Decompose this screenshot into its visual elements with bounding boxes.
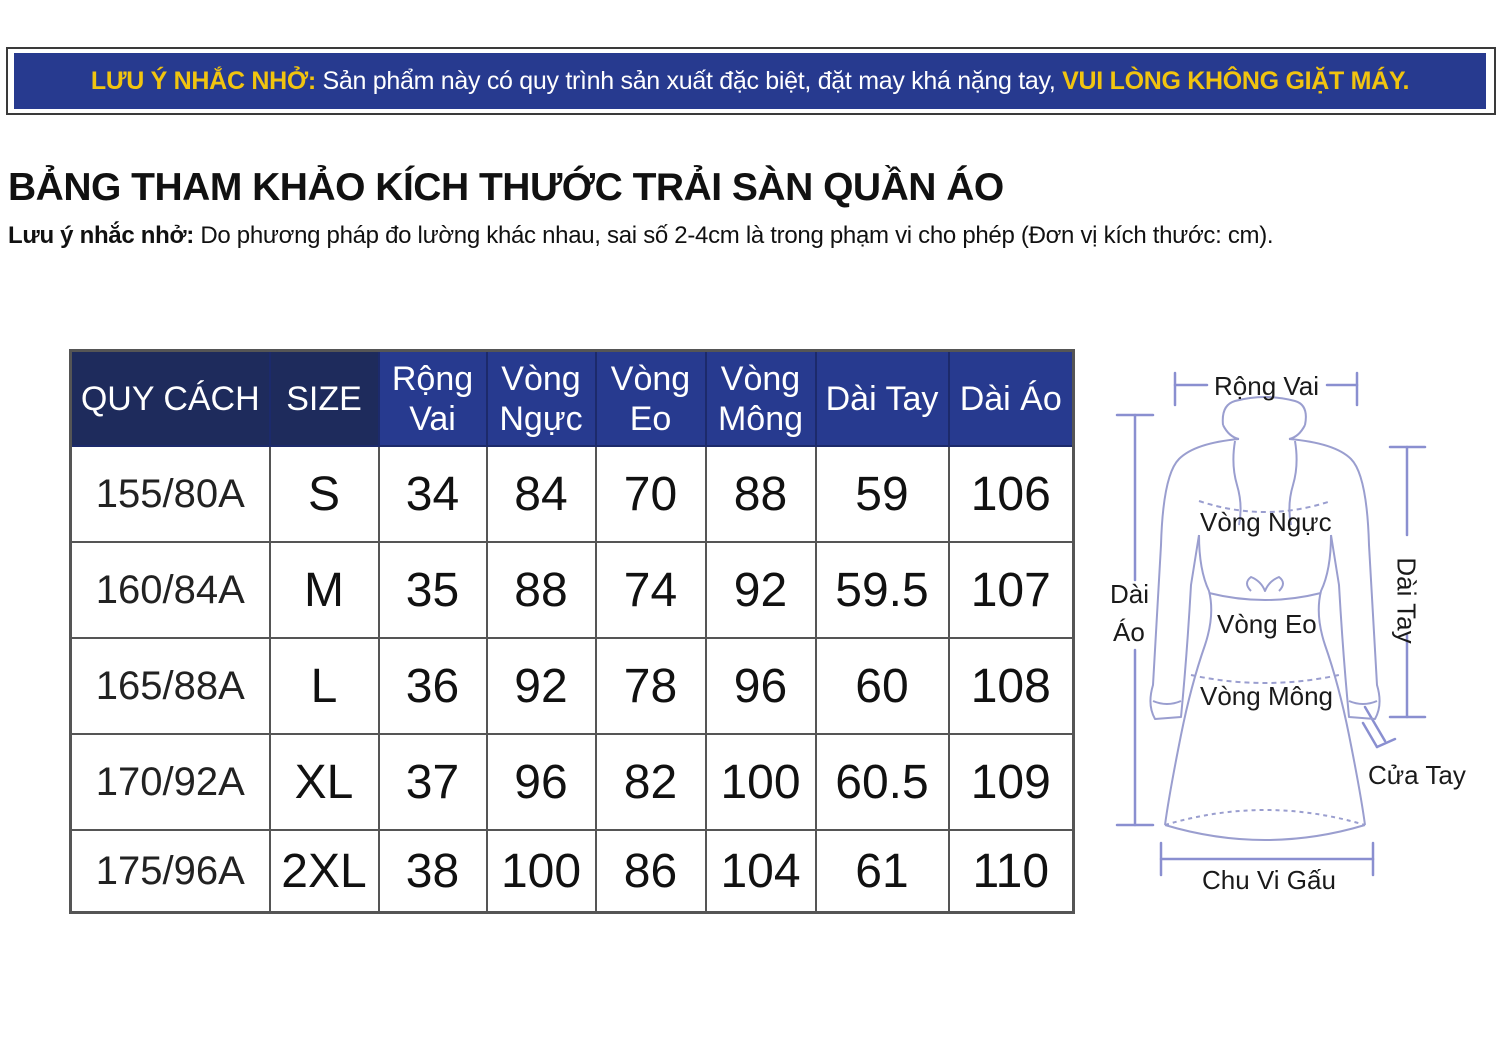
cell-spec: 155/80A [71,446,270,542]
cell-shoulder: 37 [379,734,487,830]
cell-sleeve-length: 60 [816,638,949,734]
cell-hip: 104 [706,830,816,913]
cell-sleeve-length: 61 [816,830,949,913]
cell-shoulder: 38 [379,830,487,913]
label-hip: Vòng Mông [1200,681,1333,711]
cell-shoulder: 35 [379,542,487,638]
header-hip: Vòng Mông [706,351,816,447]
cell-hip: 92 [706,542,816,638]
cell-sleeve-length: 59.5 [816,542,949,638]
measurement-note [8,222,1273,250]
cell-bust: 88 [487,542,596,638]
cell-waist: 74 [596,542,706,638]
cell-spec: 165/88A [71,638,270,734]
label-sleeve-length: Dài Tay [1391,557,1422,644]
header-spec: QUY CÁCH [71,351,270,447]
cell-size: XL [270,734,379,830]
cell-bust: 100 [487,830,596,913]
cell-size: S [270,446,379,542]
cell-spec: 170/92A [71,734,270,830]
cell-waist: 70 [596,446,706,542]
cell-size: M [270,542,379,638]
cell-waist: 78 [596,638,706,734]
label-shoulder-width: Rộng Vai [1214,371,1320,401]
header-size: SIZE [270,351,379,447]
table-header-row [71,351,1074,447]
header-dress-length: Dài Áo [949,351,1074,447]
label-cuff: Cửa Tay [1368,760,1466,790]
cell-bust: 84 [487,446,596,542]
notice-text: Sản phẩm này có quy trình sản xuất đặc biệt, đặt may khá nặng tay, [315,66,1063,95]
cell-dress-length: 110 [949,830,1074,913]
cell-shoulder: 34 [379,446,487,542]
garment-measurement-diagram [1095,355,1495,915]
page-title: BẢNG THAM KHẢO KÍCH THƯỚC TRẢI SÀN QUẦN ÁO [8,166,1004,209]
cell-size: 2XL [270,830,379,913]
table-row [71,542,1074,638]
cell-hip: 96 [706,638,816,734]
cell-dress-length: 109 [949,734,1074,830]
header-shoulder: Rộng Vai [379,351,487,447]
measurement-note-text: Do phương pháp đo lường khác nhau, sai số 2-4cm là trong phạm vi cho phép (Đơn vị kích thước: cm). [193,222,1274,249]
cell-hip: 100 [706,734,816,830]
cell-dress-length: 107 [949,542,1074,638]
label-waist: Vòng Eo [1217,609,1317,639]
cell-size: L [270,638,379,734]
cell-spec: 175/96A [71,830,270,913]
cell-spec: 160/84A [71,542,270,638]
label-bust: Vòng Ngực [1200,507,1332,537]
cell-dress-length: 108 [949,638,1074,734]
cell-bust: 92 [487,638,596,734]
cell-waist: 82 [596,734,706,830]
table-row [71,446,1074,542]
table-row [71,734,1074,830]
notice-banner [14,53,1486,109]
label-hem-circumference: Chu Vi Gấu [1202,865,1336,895]
header-sleeve-length: Dài Tay [816,351,949,447]
measurement-note-label: Lưu ý nhắc nhở: [8,222,194,249]
cell-bust: 96 [487,734,596,830]
cell-waist: 86 [596,830,706,913]
cell-shoulder: 36 [379,638,487,734]
cell-sleeve-length: 60.5 [816,734,949,830]
size-chart-table [69,349,1075,914]
cell-dress-length: 106 [949,446,1074,542]
notice-label: LƯU Ý NHẮC NHỞ: [90,66,316,95]
table-row [71,830,1074,913]
label-dress-length-line2: Áo [1113,617,1145,647]
cell-hip: 88 [706,446,816,542]
table-row [71,638,1074,734]
header-bust: Vòng Ngực [487,351,596,447]
notice-warning: VUI LÒNG KHÔNG GIẶT MÁY. [1062,66,1410,95]
header-waist: Vòng Eo [596,351,706,447]
cell-sleeve-length: 59 [816,446,949,542]
label-dress-length-line1: Dài [1110,579,1150,609]
